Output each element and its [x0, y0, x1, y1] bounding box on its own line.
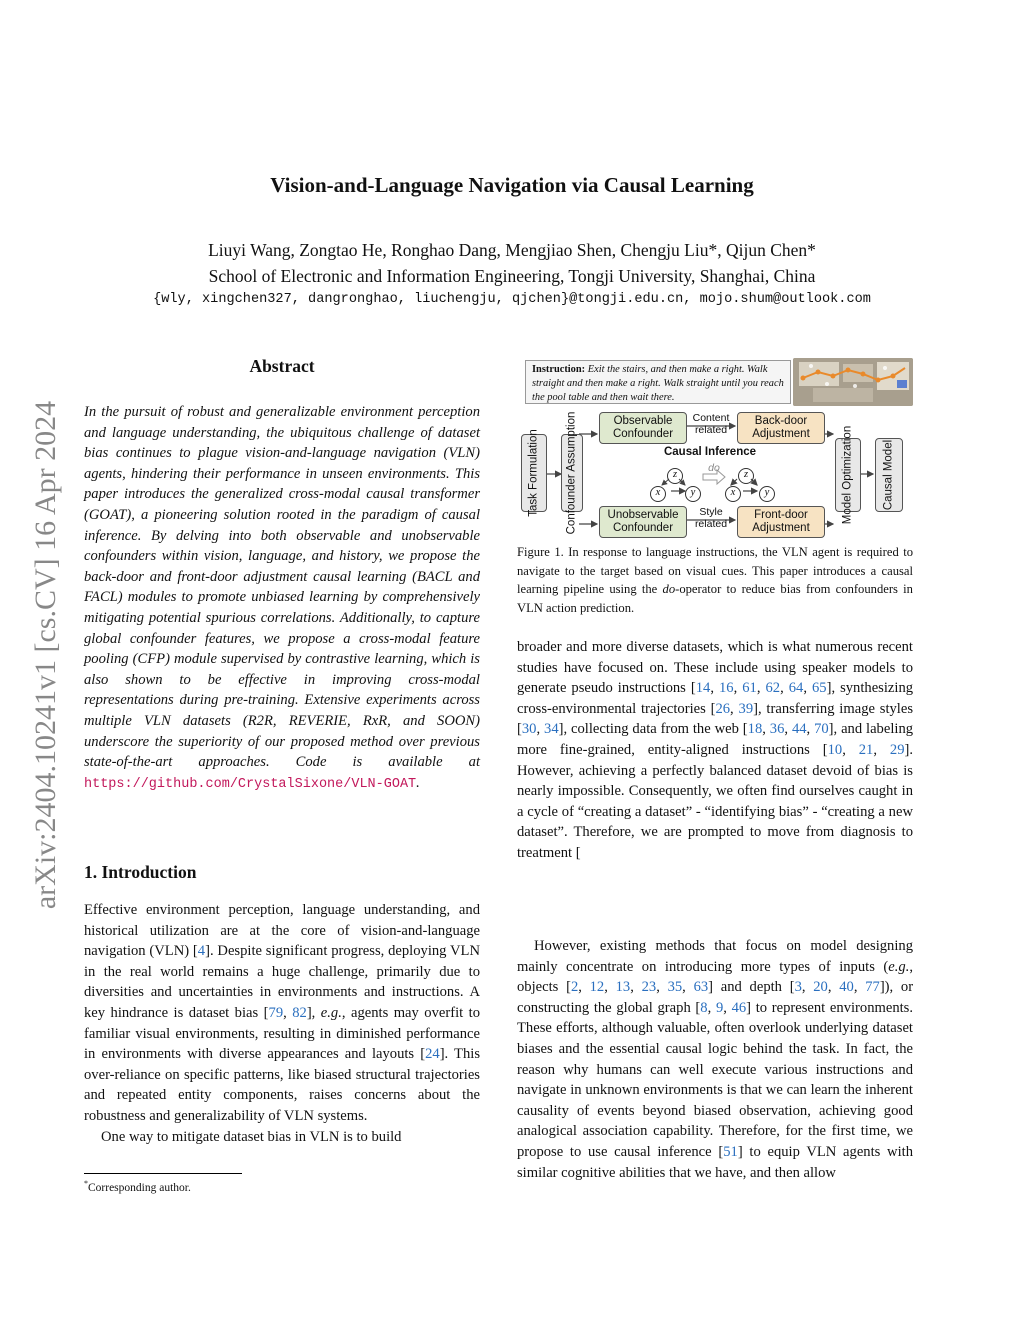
citation[interactable]: 65	[811, 680, 827, 697]
citation[interactable]: 4	[197, 943, 206, 960]
abstract-end: .	[416, 774, 420, 791]
confounder-assumption-box: Confounder Assumption	[561, 434, 583, 512]
citation[interactable]: 29	[889, 741, 905, 758]
arxiv-stamp-text: arXiv:2404.10241v1 [cs.CV] 16 Apr 2024	[28, 400, 62, 910]
citation[interactable]: 70	[814, 721, 829, 738]
citation[interactable]: 46	[731, 999, 747, 1016]
citation[interactable]: 10	[827, 741, 843, 758]
citation[interactable]: 9	[715, 999, 724, 1016]
citation[interactable]: 12	[589, 979, 605, 996]
footnote-rule	[84, 1173, 242, 1174]
arxiv-stamp	[23, 350, 68, 960]
author-list: Liuyi Wang, Zongtao He, Ronghao Dang, Mengjiao Shen, Chengju Liu*, Qijun Chen*	[208, 240, 816, 260]
paper-title: Vision-and-Language Navigation via Causal Learning	[270, 173, 754, 197]
citation[interactable]: 20	[813, 979, 828, 996]
citation[interactable]: 35	[667, 979, 683, 996]
unobservable-confounder-box: Unobservable Confounder	[599, 506, 687, 538]
citation[interactable]: 77	[865, 979, 880, 996]
citation[interactable]: 30	[521, 721, 537, 738]
abstract-heading: Abstract	[249, 356, 315, 376]
citation[interactable]: 34	[544, 721, 559, 738]
citation[interactable]: 40	[839, 979, 854, 996]
citation[interactable]: 62	[765, 680, 781, 697]
citation[interactable]: 2	[570, 979, 579, 996]
citation[interactable]: 23	[641, 979, 657, 996]
citation[interactable]: 82	[292, 1004, 307, 1021]
citation[interactable]: 44	[791, 721, 807, 738]
intro-body	[84, 900, 480, 1147]
citation[interactable]: 3	[794, 979, 802, 996]
style-related-label: Style related	[694, 506, 728, 530]
backdoor-adjustment-box: Back-door Adjustment	[737, 412, 825, 444]
model-optimization-box: Model Optimization	[835, 438, 861, 512]
intro-paragraph-2: One way to mitigate dataset bias in VLN is to build	[101, 1128, 402, 1145]
citation[interactable]: 21	[858, 741, 874, 758]
observable-confounder-box: Observable Confounder	[599, 412, 687, 444]
causal-model-box: Causal Model	[875, 438, 903, 512]
right-paragraph-2: However, existing methods that focus on model designing mainly concentrate on introducing more types of inputs (e.g., objects [2, 12, 13, 23, 35, 63] and depth [3, 20, 40, 77]), or constructing the global graph [8, 9, 46] to represent environments. These efforts, although valuable, often overlook underlying dataset biases and the essential causal logic behind the task. In fact, the reason why humans can well execute various instructions and navigate in unknown environments is that we can learn the inherent causality of events beyond biased observation, achieving good analogical association capability. Therefore, for the first time, we propose to use causal inference [51] to equip VLN agents with similar cognitive abilities that we have, and then allow	[517, 938, 914, 1181]
abstract-text-1: In the pursuit of robust and generalizable environment perception and language understanding, the ubiquitous challenge of dataset bias continues to plague vision-and-language navigation (VLN) agents, hindering their performance in unseen environments. This paper introduces the	[84, 404, 480, 503]
variable-x-right: x	[725, 486, 741, 502]
figure-1	[517, 354, 913, 544]
task-formulation-box: Task Formulation	[521, 434, 547, 512]
citation[interactable]: 36	[769, 721, 785, 738]
author-emails: {wly, xingchen327, dangronghao, liuchengju, qjchen}@tongji.edu.cn, mojo.shum@outlook.com	[153, 292, 871, 307]
citation[interactable]: 51	[723, 1143, 738, 1160]
figure-caption: Figure 1. In response to language instructions, the VLN agent is required to navigate to the target based on visual cues. This paper introduces a causal learning pipeline using the do-operator to reduce bias from confounders in VLN action prediction.	[517, 545, 913, 615]
citation[interactable]: 39	[738, 700, 754, 717]
footnote: *Corresponding author.	[84, 1179, 191, 1194]
section-heading-introduction: 1. Introduction	[84, 862, 197, 882]
abstract-body	[84, 402, 480, 795]
variable-y-right: y	[759, 486, 775, 502]
causal-inference-label: Causal Inference	[663, 446, 757, 458]
citation[interactable]: 13	[615, 979, 631, 996]
citation[interactable]: 16	[718, 680, 734, 697]
citation[interactable]: 79	[268, 1004, 284, 1021]
citation[interactable]: 26	[715, 700, 731, 717]
abstract-text-2: generalized cross-modal causal transformer (GOAT), a pioneering solution rooted in the paradigm of causal inference. By delving into both observable and unobservable confounders within vision, language, and history, we propose the back-door and front-door adjustment causal learning (BACL and FACL) modules to promote unbiased learning by comprehensively mitigating potential spurious correlations. Additionally, to capture global confounder features, we propose a cross-modal feature pooling (CFP) module supervised by contrastive learning, which is also shown to be effective in improving cross-modal representations during pre-training. Extensive experiments across multiple VLN datasets (R2R, REVERIE, RxR, and SOON) underscore the superiority of our proposed method over previous state-of-the-art approaches. Code is available at	[84, 486, 480, 771]
variable-z-right: z	[738, 468, 754, 484]
citation[interactable]: 24	[425, 1046, 440, 1063]
right-paragraph-1: broader and more diverse datasets, which is what numerous recent studies have focused on. These include using speaker models to generate pseudo instructions [14, 16, 61, 62, 64, 65], synthesizing cross-environmental trajectories [26, 39], transferring image styles [30, 34], collecting data from the web [18, 36, 44, 70], and labeling more fine-grained, entity-aligned instructions [10, 21, 29]. However, achieving a perfectly balanced dataset devoid of bias is nearly impossible. Consequently, we often find ourselves caught in a cycle of “creating a dataset” - “identifying bias” - “creating a new dataset”. Therefore, we are prompted to move from diagnosis to treatment [	[517, 639, 914, 861]
do-operator-label: do	[708, 462, 720, 474]
variable-x-left: x	[650, 486, 666, 502]
citation[interactable]: 14	[695, 680, 711, 697]
frontdoor-adjustment-box: Front-door Adjustment	[737, 506, 825, 538]
citation[interactable]: 64	[788, 680, 804, 697]
citation[interactable]: 8	[700, 999, 708, 1016]
instruction-box: Instruction: Exit the stairs, and then make a right. Walk straight and then make a right. Walk straight until you reach the pool table and then wait there.	[525, 360, 791, 404]
code-link[interactable]: https://github.com/CrystalSixone/VLN-GOAT	[84, 776, 417, 792]
affiliation: School of Electronic and Information Engineering, Tongji University, Shanghai, China	[208, 266, 816, 286]
variable-y-left: y	[685, 486, 701, 502]
content-related-label: Content related	[692, 412, 730, 436]
variable-z-left: z	[667, 468, 683, 484]
citation[interactable]: 61	[742, 680, 757, 697]
citation[interactable]: 18	[747, 721, 763, 738]
citation[interactable]: 63	[693, 979, 709, 996]
intro-paragraph-1: Effective environment perception, language understanding, and historical utilization are at the core of vision-and-language navigation (VLN) [4]. Despite significant progress, deploying VLN in the real world remains a huge challenge, primarily due to diversities and uncertainties in environments and instructions. A key hindrance is dataset bias [79, 82], e.g., agents may overfit to familiar visual environments, resulting in diminished performance in environments with diverse appearances and layouts [24]. This over-reliance on specific patterns, like biased structural trajectories and repeated entity components, raises concerns about the robustness and generalizability of VLN systems.	[84, 902, 480, 1124]
